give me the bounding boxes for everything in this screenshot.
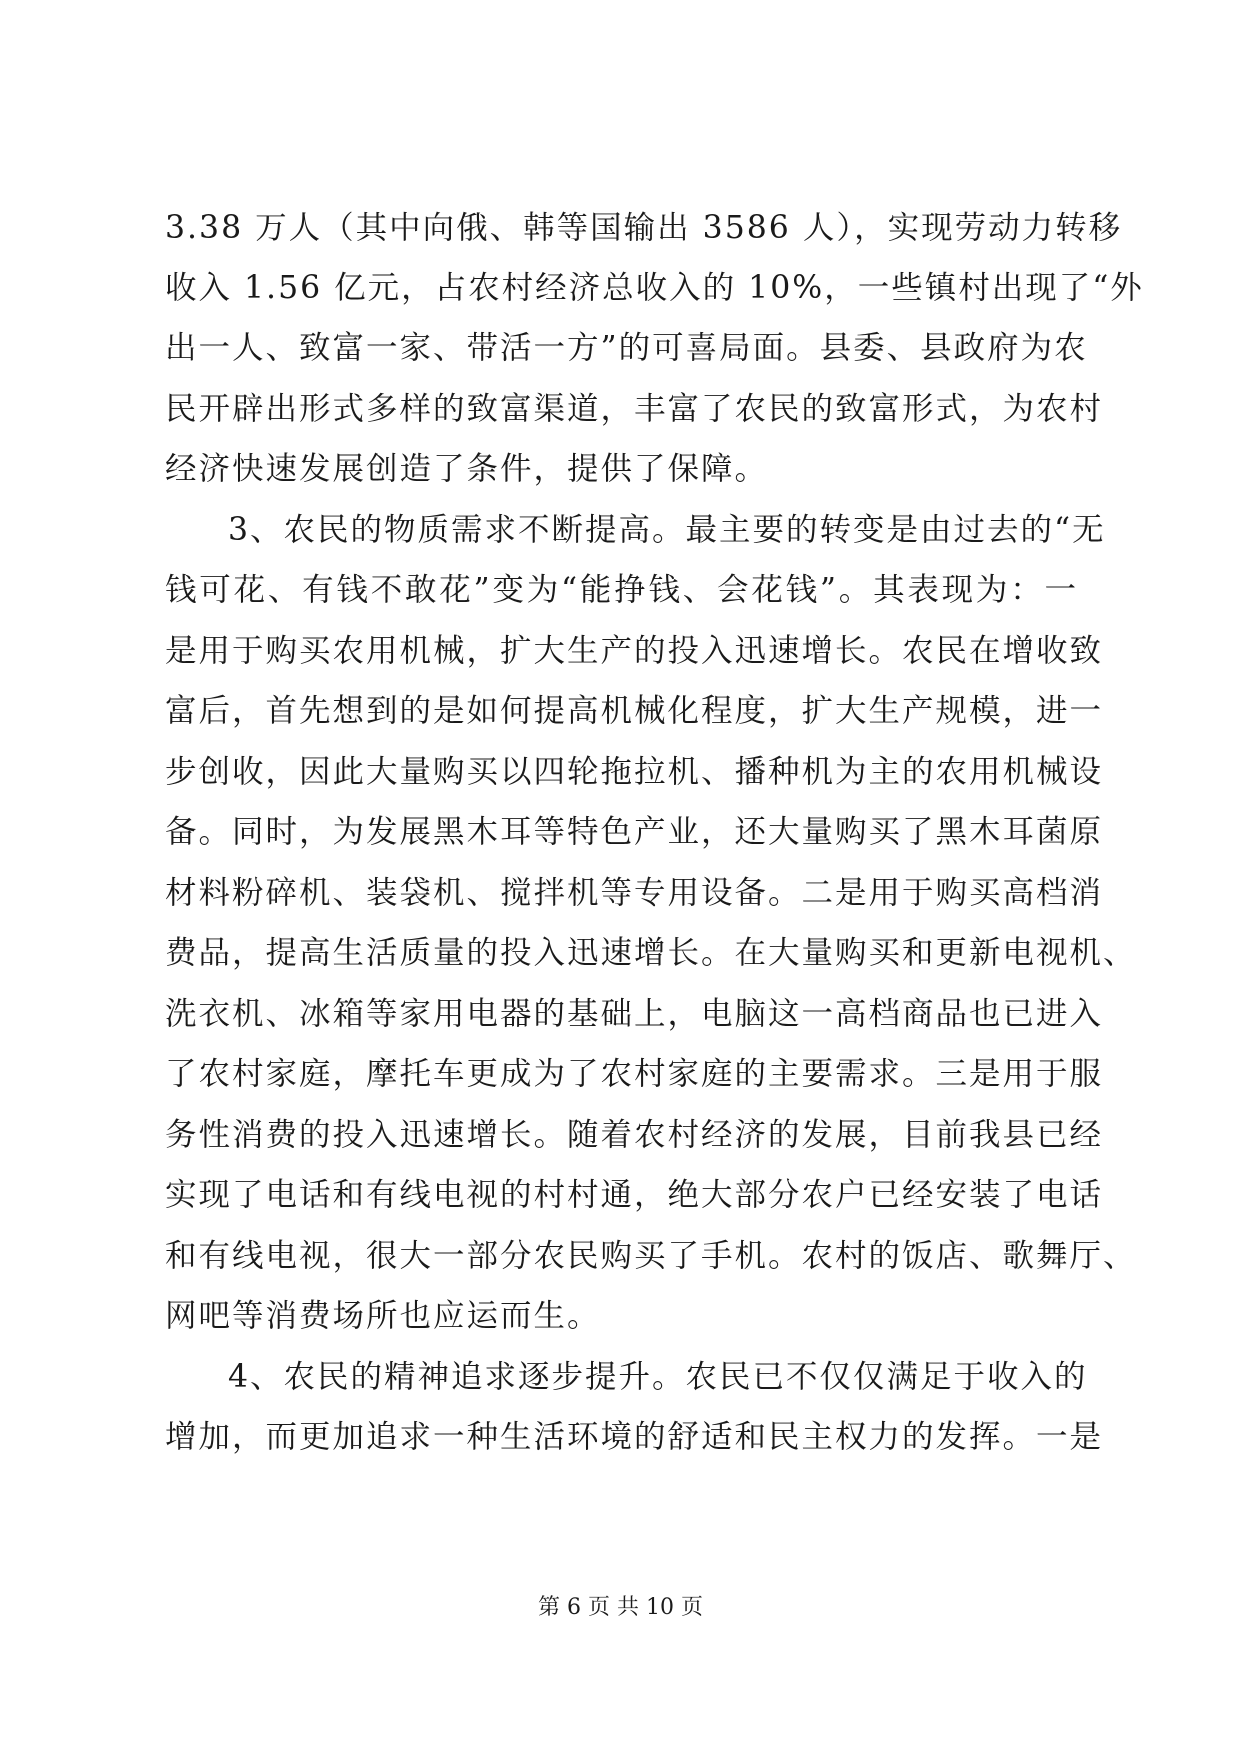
text-line: 网吧等消费场所也应运而生。: [165, 1298, 601, 1334]
page-number-footer: 第 6 页 共 10 页: [538, 1595, 703, 1620]
text-line: 实现了电话和有线电视的村村通，绝大部分农户已经安装了电话: [165, 1177, 1104, 1213]
text-line: 步创收，因此大量购买以四轮拖拉机、播种机为主的农用机械设: [165, 754, 1104, 790]
text-line: 是用于购买农用机械，扩大生产的投入迅速增长。农民在增收致: [165, 633, 1104, 669]
text-line: 备。同时，为发展黑木耳等特色产业，还大量购买了黑木耳菌原: [165, 814, 1104, 850]
paragraph-start-line: 3、农民的物质需求不断提高。最主要的转变是由过去的“无: [228, 512, 1106, 548]
text-line: 了农村家庭，摩托车更成为了农村家庭的主要需求。三是用于服: [165, 1056, 1104, 1092]
text-line: 收入 1.56 亿元，占农村经济总收入的 10%，一些镇村出现了“外: [165, 270, 1144, 306]
text-line: 费品，提高生活质量的投入迅速增长。在大量购买和更新电视机、: [165, 935, 1137, 971]
text-line: 材料粉碎机、装袋机、搅拌机等专用设备。二是用于购买高档消: [165, 875, 1104, 911]
text-line: 3.38 万人（其中向俄、韩等国输出 3586 人），实现劳动力转移: [165, 210, 1123, 246]
text-line: 出一人、致富一家、带活一方”的可喜局面。县委、县政府为农: [165, 330, 1088, 366]
text-line: 洗衣机、冰箱等家用电器的基础上，电脑这一高档商品也已进入: [165, 996, 1104, 1032]
text-line: 钱可花、有钱不敢花”变为“能挣钱、会花钱”。其表现为：一: [165, 572, 1078, 608]
text-line: 务性消费的投入迅速增长。随着农村经济的发展，目前我县已经: [165, 1117, 1104, 1153]
text-line: 民开辟出形式多样的致富渠道，丰富了农民的致富形式，为农村: [165, 391, 1104, 427]
text-line: 富后，首先想到的是如何提高机械化程度，扩大生产规模，进一: [165, 693, 1104, 729]
text-line: 经济快速发展创造了条件，提供了保障。: [165, 451, 769, 487]
paragraph-start-line: 4、农民的精神追求逐步提升。农民已不仅仅满足于收入的: [228, 1359, 1088, 1395]
text-line: 和有线电视，很大一部分农民购买了手机。农村的饭店、歌舞厅、: [165, 1238, 1137, 1274]
text-line: 增加，而更加追求一种生活环境的舒适和民主权力的发挥。一是: [165, 1419, 1104, 1455]
